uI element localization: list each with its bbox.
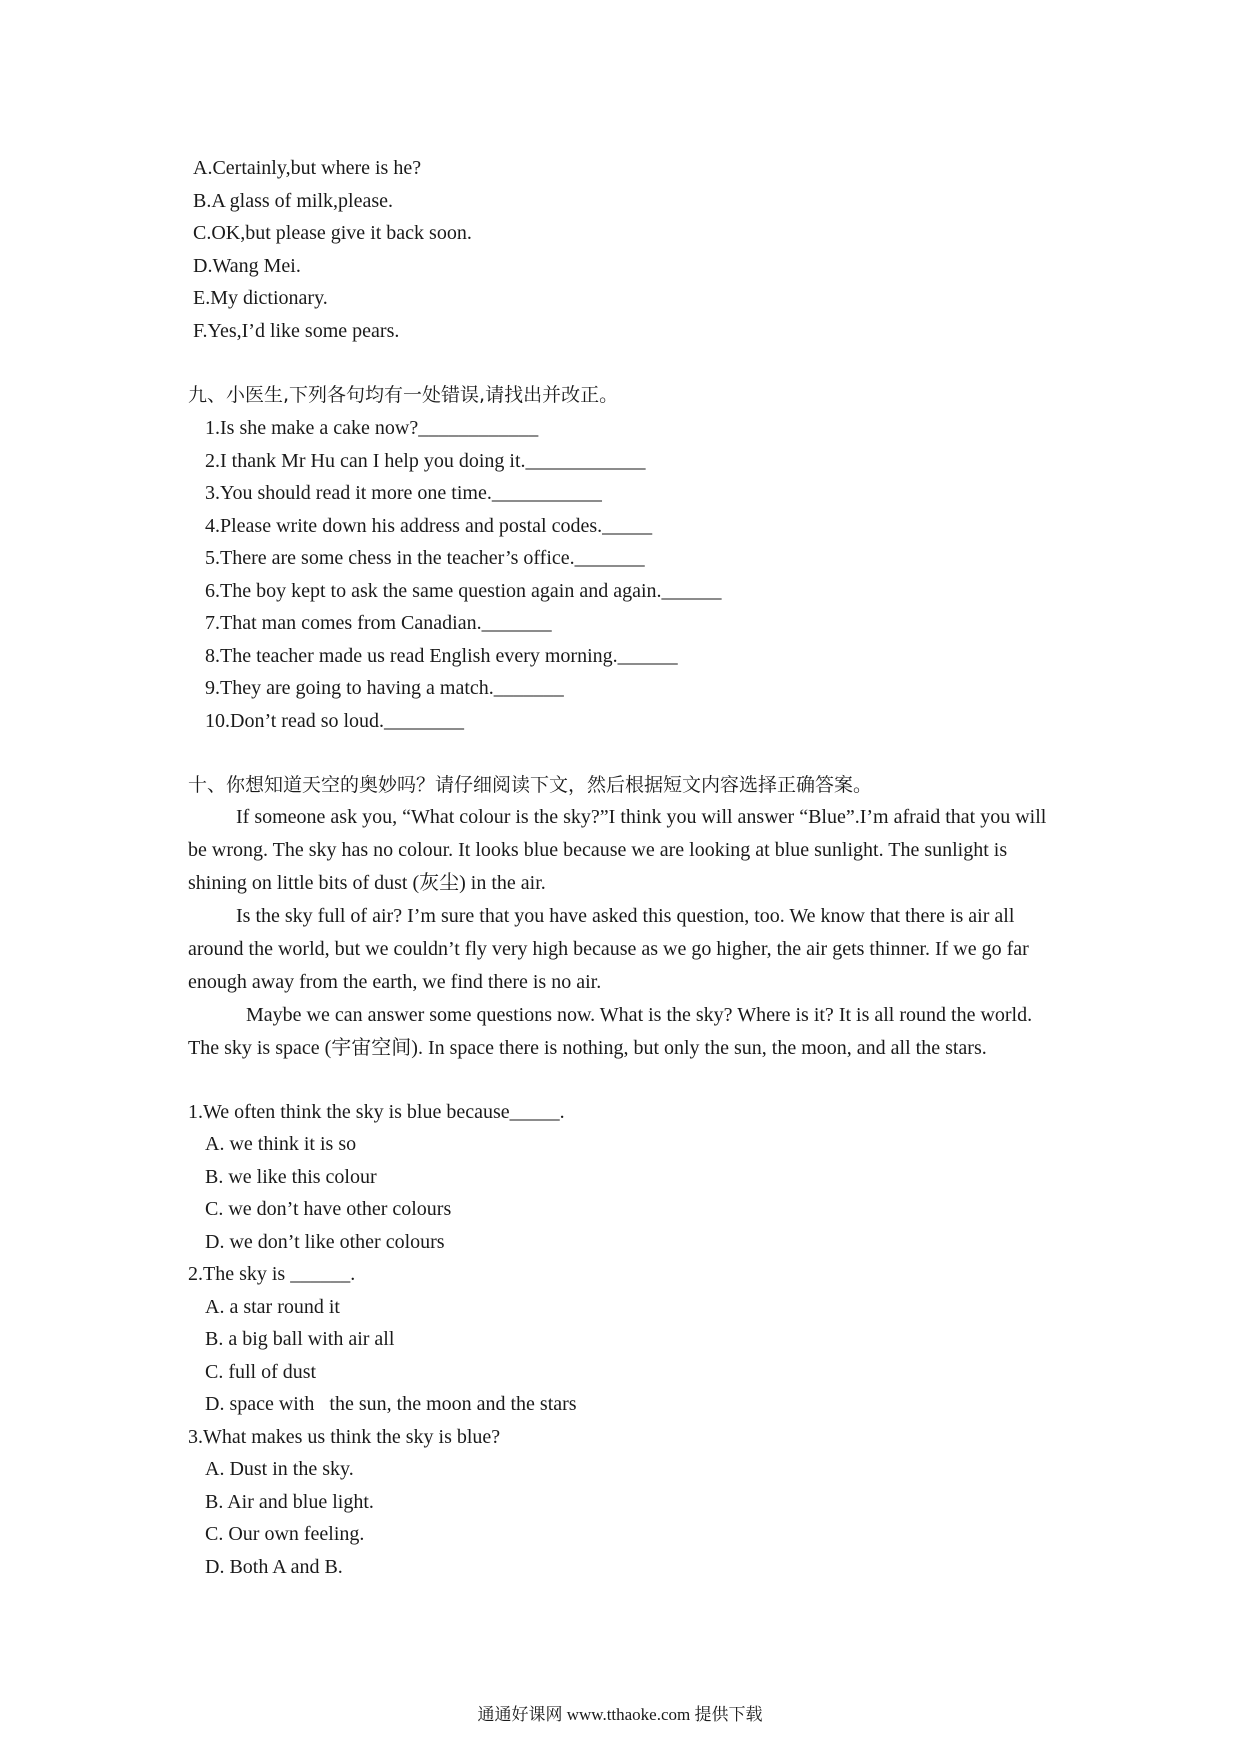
section-heading: 十、你想知道天空的奥妙吗？请仔细阅读下文，然后根据短文内容选择正确答案。 [188,774,873,796]
error-item: 7.That man comes from Canadian._______ [205,612,552,634]
error-item: 2.I thank Mr Hu can I help you doing it.____________ [205,450,646,472]
error-item: 6.The boy kept to ask the same question again and again.______ [205,580,722,602]
error-item: 3.You should read it more one time.___________ [205,482,602,504]
error-item: 10.Don’t read so loud.________ [205,710,465,732]
answer-option: B. Air and blue light. [205,1491,374,1513]
option-line: C.OK,but please give it back soon. [193,222,472,244]
answer-option: C. Our own feeling. [205,1523,365,1545]
question-stem: 1.We often think the sky is blue because_____. [188,1101,565,1123]
error-item: 5.There are some chess in the teacher’s office._______ [205,547,645,569]
answer-option: D. we don’t like other colours [205,1231,445,1253]
answer-option: C. full of dust [205,1361,317,1383]
passage-paragraph: Is the sky full of air? I’m sure that you have asked this question, too. We know that there is air all around the world, but we couldn’t fly very high because as we go higher, the air gets thinner. If we go far enough away from the earth, we find there is no air. [188,905,1029,993]
passage-paragraph: Maybe we can answer some questions now. What is the sky? Where is it? It is all round the world. The sky is space (宇宙空间). In space there is nothing, but only the sun, the moon, and all the stars. [188,1004,1033,1059]
question-stem: 2.The sky is ______. [188,1263,356,1285]
answer-option: A. Dust in the sky. [205,1458,354,1480]
answer-option: B. a big ball with air all [205,1328,395,1350]
error-item: 8.The teacher made us read English every morning.______ [205,645,678,667]
answer-option: D. space with the sun, the moon and the stars [205,1393,577,1415]
answer-option: A. a star round it [205,1296,340,1318]
option-line: A.Certainly,but where is he? [193,157,422,179]
option-line: B.A glass of milk,please. [193,190,393,212]
passage-paragraph: If someone ask you, “What colour is the sky?”I think you will answer “Blue”.I’m afraid that you will be wrong. The sky has no colour. It looks blue because we are looking at blue sunlight. The sunlight is shining on little bits of dust (灰尘) in the air. [188,806,1047,894]
answer-option: D. Both A and B. [205,1556,343,1578]
error-item: 4.Please write down his address and postal codes._____ [205,515,653,537]
answer-option: B. we like this colour [205,1166,377,1188]
option-line: E.My dictionary. [193,287,328,309]
error-item: 9.They are going to having a match._______ [205,677,564,699]
option-line: F.Yes,I’d like some pears. [193,320,400,342]
answer-option: C. we don’t have other colours [205,1198,452,1220]
question-stem: 3.What makes us think the sky is blue? [188,1426,501,1448]
option-line: D.Wang Mei. [193,255,301,277]
answer-option: A. we think it is so [205,1133,357,1155]
error-item: 1.Is she make a cake now?____________ [205,417,539,439]
page-footer: 通通好课网 www.tthaoke.com 提供下载 [477,1705,763,1724]
reading-passage [188,801,1063,1065]
section-heading: 九、小医生,下列各句均有一处错误,请找出并改正。 [188,384,619,406]
